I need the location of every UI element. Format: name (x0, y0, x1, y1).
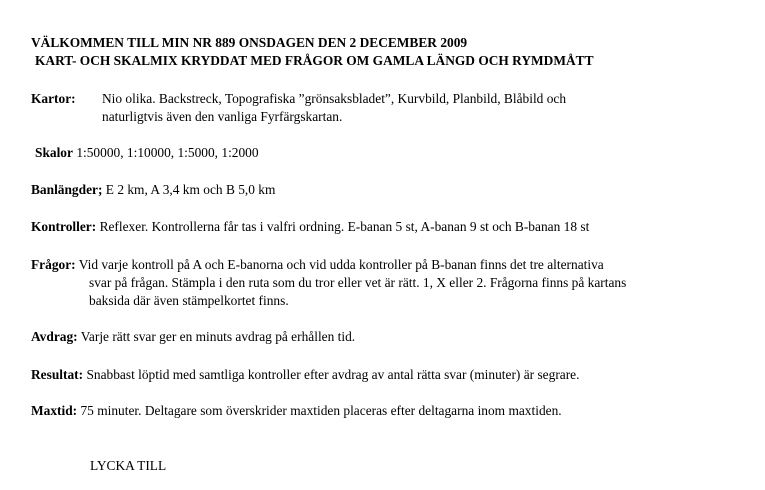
section-label-maxtid: Maxtid: (31, 403, 78, 418)
section-banlangder (31, 182, 275, 198)
section-label-kartor: Kartor: (31, 91, 76, 106)
section-text-kontroller: Reflexer. Kontrollerna får tas i valfri ordning. E-banan 5 st, A-banan 9 st och B-banan 18 st (99, 219, 590, 234)
closing-text: LYCKA TILL (90, 458, 167, 473)
section-label-skalor: Skalor (35, 145, 73, 160)
page-title: VÄLKOMMEN TILL MIN NR 889 ONSDAGEN DEN 2 DECEMBER 2009 (31, 35, 468, 50)
section-label-banlangder: Banlängder; (31, 182, 103, 197)
section-text-fragor-line2: svar på frågan. Stämpla i den ruta som du tror eller vet är rätt. 1, X eller 2. Frågorna finns på kartans (89, 275, 627, 290)
section-text-kartor-line1: Nio olika. Backstreck, Topografiska ”grönsaksbladet”, Kurvbild, Planbild, Blåbild och (102, 91, 567, 106)
section-text-skalor: 1:50000, 1:10000, 1:5000, 1:2000 (76, 145, 259, 160)
page-subtitle: KART- OCH SKALMIX KRYDDAT MED FRÅGOR OM GAMLA LÄNGD OCH RYMDMÅTT (35, 53, 594, 68)
section-avdrag (31, 329, 355, 345)
section-text-resultat: Snabbast löptid med samtliga kontroller efter avdrag av antal rätta svar (minuter) är segrare. (86, 367, 580, 382)
section-label-avdrag: Avdrag: (31, 329, 78, 344)
section-text-fragor-line3: baksida där även stämpelkortet finns. (89, 293, 289, 308)
section-kontroller (31, 219, 589, 235)
section-text-maxtid: 75 minuter. Deltagare som överskrider maxtiden placeras efter deltagarna inom maxtiden. (80, 403, 562, 418)
section-maxtid (31, 403, 562, 419)
section-skalor (35, 145, 259, 161)
section-label-fragor: Frågor: (31, 257, 76, 272)
section-label-kontroller: Kontroller: (31, 219, 97, 234)
section-text-fragor-line1: Vid varje kontroll på A och E-banorna och vid udda kontroller på B-banan finns det tre alternativa (78, 257, 604, 272)
section-text-kartor-line2: naturligtvis även den vanliga Fyrfärgskartan. (102, 109, 343, 124)
section-kartor (31, 91, 76, 107)
section-text-banlangder: E 2 km, A 3,4 km och B 5,0 km (105, 182, 276, 197)
section-text-avdrag: Varje rätt svar ger en minuts avdrag på erhållen tid. (80, 329, 356, 344)
section-label-resultat: Resultat: (31, 367, 84, 382)
section-resultat (31, 367, 579, 383)
section-fragor (31, 257, 604, 273)
